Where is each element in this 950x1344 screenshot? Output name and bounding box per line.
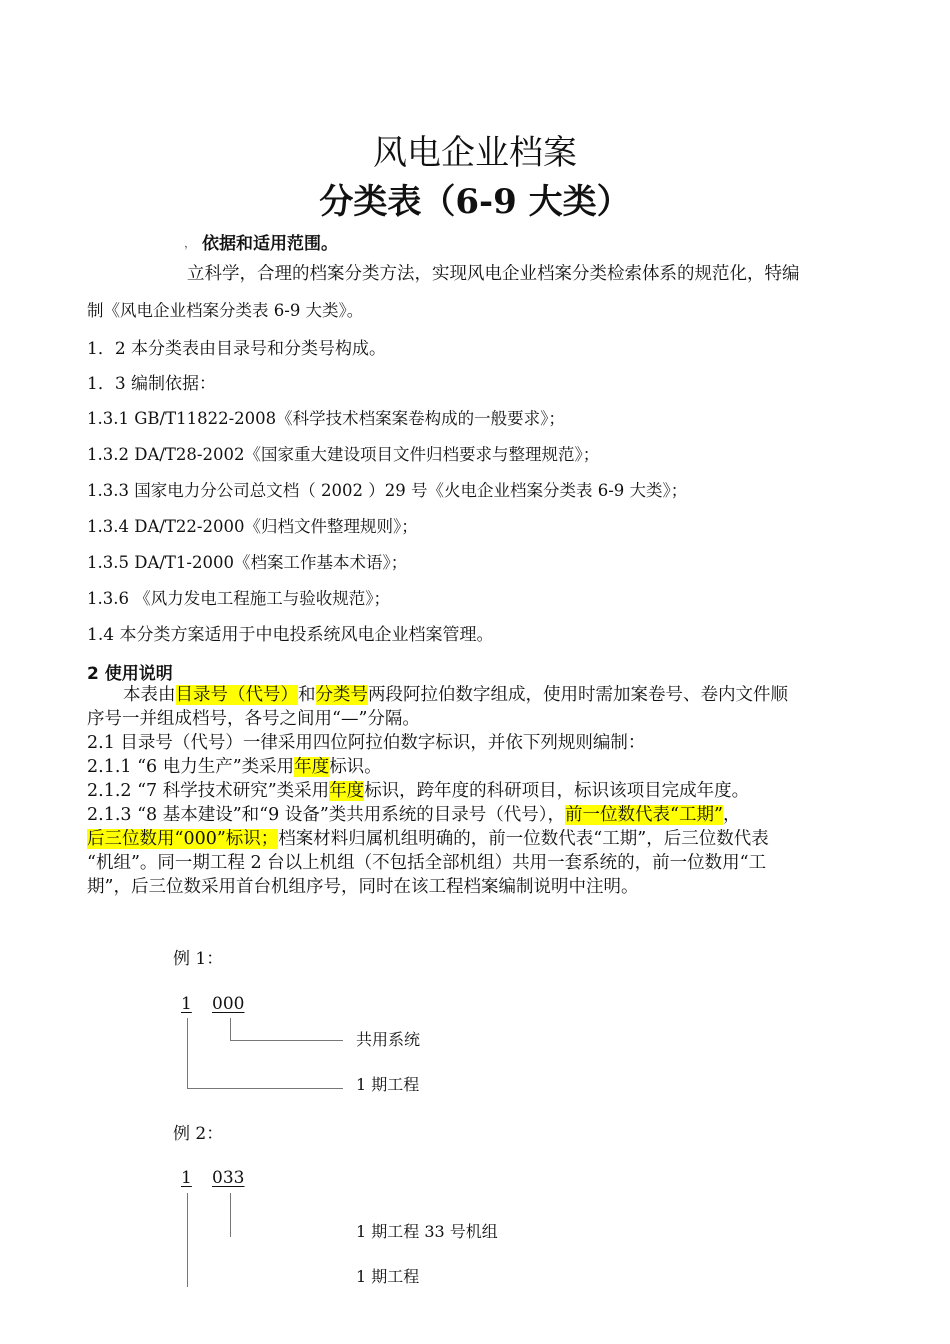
page-title: 风电企业档案	[373, 133, 577, 173]
highlight-class-number: 分类号	[315, 685, 368, 705]
example2-label: 例 2：	[173, 1124, 224, 1144]
rule-2-1-3-text-c: 档案材料归属机组明确的，前一位数代表“工期”，后三位数代表	[278, 829, 769, 849]
example2-code-unit: 033	[212, 1168, 245, 1188]
usage-intro-line2: 序号一并组成档号，各号之间用“—”分隔。	[87, 709, 420, 729]
rule-2-1-1-text-b: 标识。	[329, 757, 382, 777]
highlight-last-three-digits: 后三位数用“000”标识；	[87, 829, 279, 849]
usage-intro-line1	[87, 683, 867, 707]
example2-desc-period: 1 期工程	[356, 1267, 420, 1286]
highlight-year: 年度	[294, 757, 330, 777]
example1-code-system: 000	[212, 994, 245, 1014]
example1-connector-v2	[187, 1018, 188, 1088]
rule-2-1-1-text-a: 2.1.1 “6 电力生产”类采用	[87, 757, 295, 777]
usage-intro-text-b: 和	[298, 685, 316, 705]
example2-connector-v1	[230, 1193, 231, 1237]
example1-connector-v1	[230, 1018, 231, 1040]
rule-2-1-2	[87, 779, 867, 803]
rule-2-1-1	[87, 755, 867, 779]
example2-code-period: 1	[181, 1168, 192, 1188]
example2-connector-v2	[187, 1193, 188, 1287]
rule-2-1-2-text-b: 标识，跨年度的科研项目，标识该项目完成年度。	[364, 781, 750, 801]
item-1-3-1: 1.3.1 GB/T11822-2008《科学技术档案案卷构成的一般要求》；	[87, 409, 565, 428]
usage-text	[87, 683, 867, 899]
highlight-year-2: 年度	[329, 781, 365, 801]
page-subtitle: 分类表（6-9 大类）	[319, 182, 631, 222]
item-1-3-3: 1.3.3 国家电力分公司总文档（ 2002 ）29 号《火电企业档案分类表 6-9 大类》；	[87, 481, 688, 500]
usage-intro-text-a: 本表由	[123, 685, 176, 705]
highlight-first-digit: 前一位数代表“工期”	[565, 805, 723, 825]
rule-2-1-3-line3: “机组”。同一期工程 2 台以上机组（不包括全部机组）共用一套系统的，前一位数用“工	[87, 853, 767, 873]
item-1-4: 1.4 本分类方案适用于中电投系统风电企业档案管理。	[87, 625, 494, 645]
usage-intro-text-c: 两段阿拉伯数字组成，使用时需加案卷号、卷内文件顺	[368, 685, 788, 705]
item-1-2: 1．2 本分类表由目录号和分类号构成。	[87, 339, 387, 359]
example1-connector-h1	[230, 1040, 343, 1041]
item-1-3-6: 1.3.6 《风力发电工程施工与验收规范》；	[87, 589, 390, 608]
section1-heading: 依据和适用范围。	[202, 234, 338, 254]
rule-2-1-3-text-a: 2.1.3 “8 基本建设”和“9 设备”类共用系统的目录号（代号），	[87, 805, 566, 825]
rule-2-1-3-text-b: ，	[722, 805, 741, 825]
rule-2-1-2-text-a: 2.1.2 “7 科学技术研究”类采用	[87, 781, 330, 801]
example1-label: 例 1：	[173, 949, 224, 969]
example1-connector-h2	[187, 1088, 343, 1089]
rule-2-1-3-line1	[87, 803, 867, 827]
rule-2-1-3-line2	[87, 827, 867, 851]
example1-desc-period: 1 期工程	[356, 1075, 420, 1094]
example1-code-period: 1	[181, 994, 192, 1014]
rule-2-1: 2.1 目录号（代号）一律采用四位阿拉伯数字标识，并依下列规则编制：	[87, 733, 646, 753]
example2-desc-unit: 1 期工程 33 号机组	[356, 1222, 498, 1241]
section1-paragraph-line1: 立科学，合理的档案分类方法，实现风电企业档案分类检索体系的规范化，特编	[187, 264, 800, 284]
section2-heading: 2 使用说明	[87, 664, 173, 684]
item-1-3-5: 1.3.5 DA/T1-2000《档案工作基本术语》；	[87, 553, 408, 572]
item-1-3: 1．3 编制依据：	[87, 374, 217, 394]
rule-2-1-3-line4: 期”，后三位数采用首台机组序号，同时在该工程档案编制说明中注明。	[87, 877, 639, 897]
example1-desc-system: 共用系统	[356, 1030, 421, 1049]
item-1-3-2: 1.3.2 DA/T28-2002《国家重大建设项目文件归档要求与整理规范》；	[87, 445, 600, 464]
section1-paragraph-line2: 制《风电企业档案分类表 6-9 大类》。	[87, 301, 364, 320]
bullet-mark: ，	[184, 236, 197, 250]
highlight-catalog-code: 目录号（代号）	[175, 685, 298, 705]
item-1-3-4: 1.3.4 DA/T22-2000《归档文件整理规则》；	[87, 517, 418, 536]
